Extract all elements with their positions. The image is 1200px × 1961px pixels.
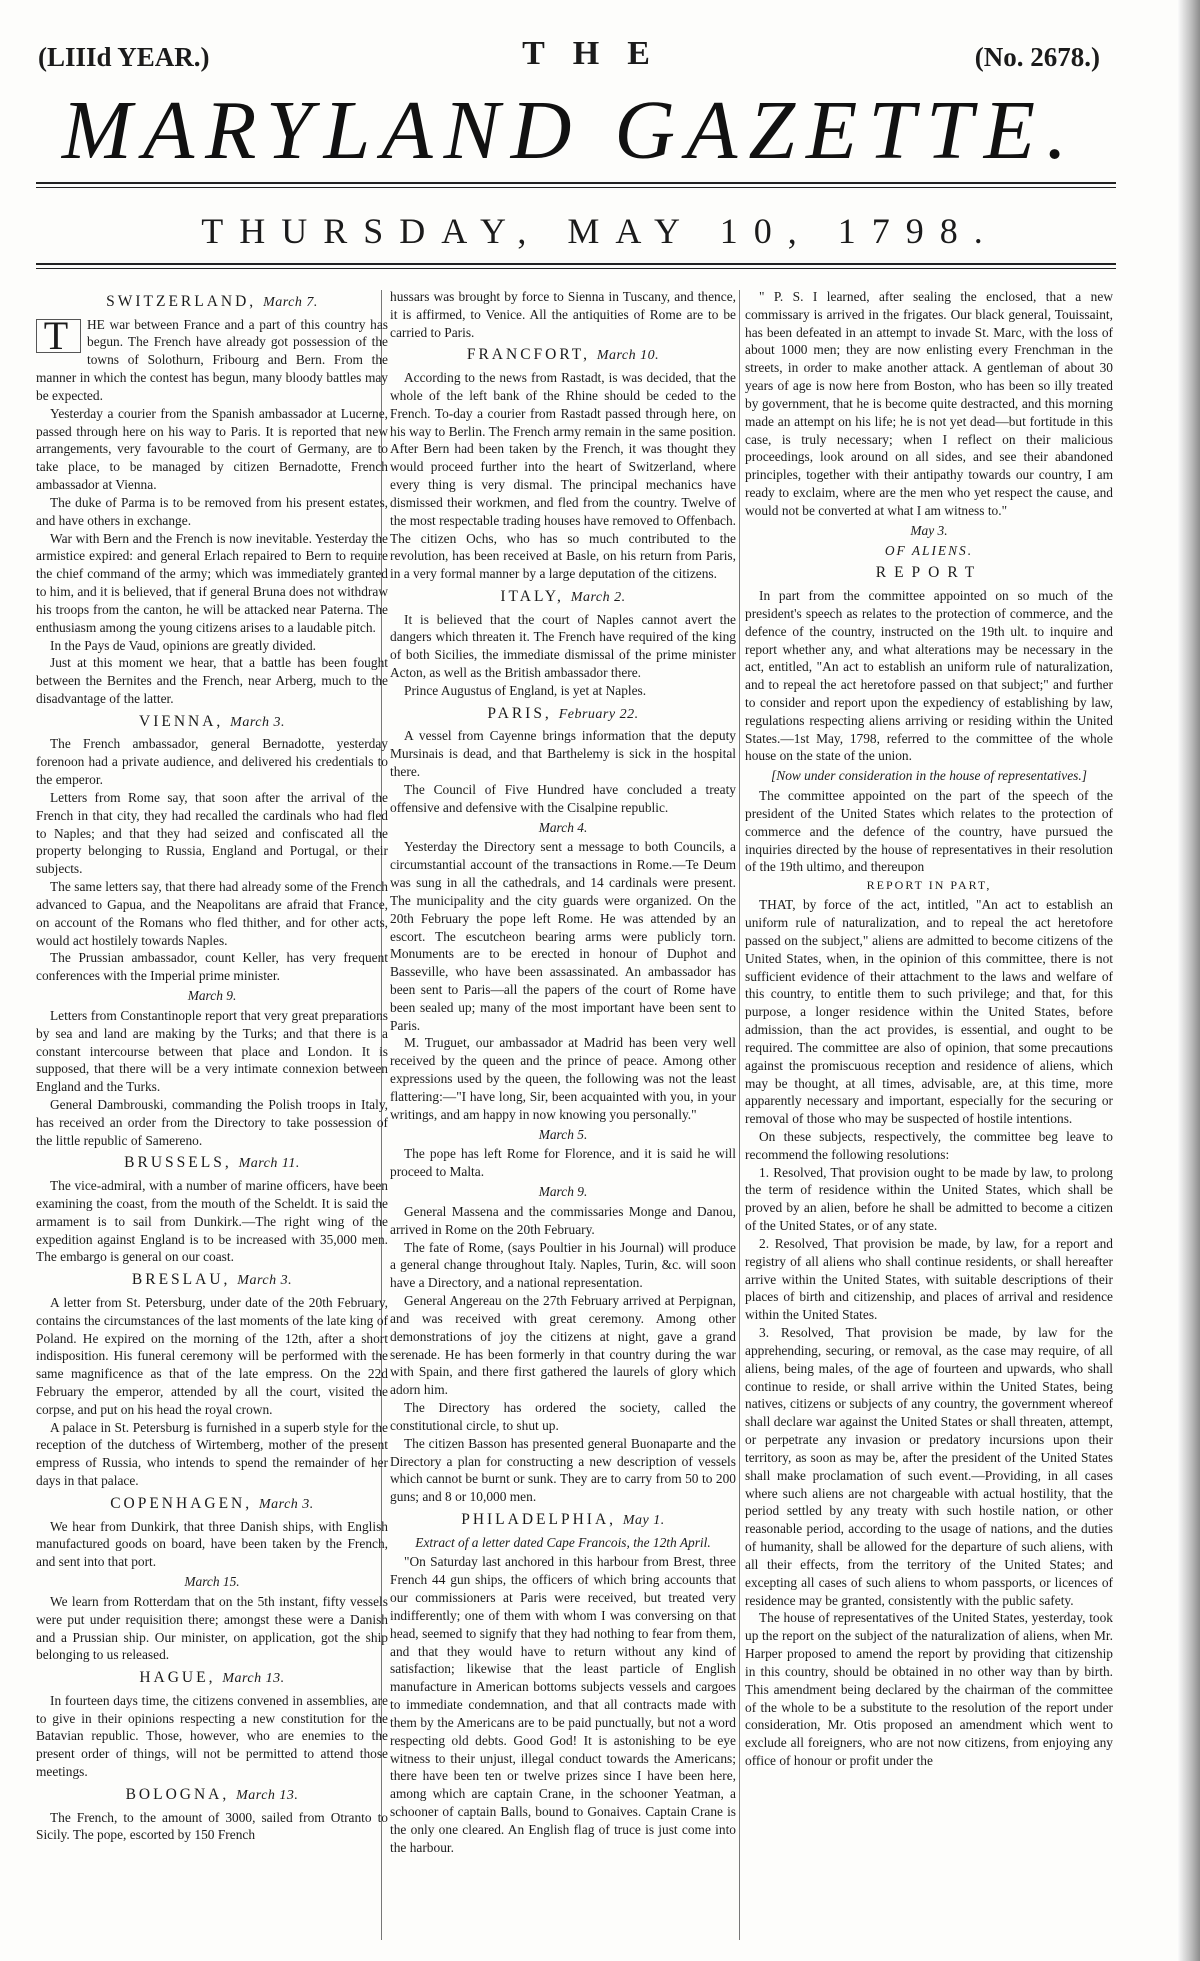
paragraph: The French, to the amount of 3000, sailed from Otranto to Sicily. The pope, escorted by 150 French (36, 1809, 388, 1843)
column-3 (745, 288, 1113, 1938)
paragraph: " P. S. I learned, after sealing the enclosed, that a new commissary is arrived in the frigates. Our black general, Touissaint, has been defeated in an attempt to invade St. Marc, with the loss of about 1000 men; they are now enlisting every Frenchman in the streets, in order to make another attack. A gentleman of about 30 years of age is now here from Boston, who has been so illy treated by government, that he is become quite destracted, and this morning made an attempt on his life; he is not yet dead—but fortitude in this case, is truly necessary; when I reflect on their malicious proceedings, look around on all sides, and see their abandoned principles, together with their antipathy towards our country, I am ready to exclaim, where are the men who yet respect the cause, and would not be converted at what I am witness to." (745, 289, 1113, 518)
subdate: March 15. (184, 1574, 240, 1590)
paragraph: Yesterday the Directory sent a message to both Councils, a circumstantial account of the transactions in Rome.—Te Deum was sung in all the cathedrals, and 14 cardinals were present. The municipality and the city guards were organized. On the 20th February the pope left Rome. He was attended by an escort. The escutcheon bearing arms were publicly torn. Monuments are to be erected in honour of Duphot and Basseville, who have been assassinated. An ambassador has been sent to Paris—all the papers of the court of Rome have been sealed up; many of the most important have been sent to Paris. (390, 839, 736, 1033)
paragraph: The fate of Rome, (says Poultier in his Journal) will produce a general change throughout Italy. Naples, Turin, &c. will soon have a Directory, and a national representation. (390, 1239, 736, 1291)
paragraph: It is believed that the court of Naples cannot avert the dangers which threaten it. The French have required of the king of both Sicilies, the immediate dismissal of the prime minister Acton, as well as the British ambassador there. (390, 611, 736, 681)
paragraph: 2. Resolved, That provision be made, by law, for a report and registry of all aliens who shall continue residents, or shall hereafter arrive within the United States, with suitable descriptions of their places of birth and citizenship, and places of arrival and residence within the United States. (745, 1235, 1113, 1323)
paragraph: A palace in St. Petersburg is furnished in a superb style for the reception of the dutchess of Wirtemberg, mother of the present empress of Russia, who intends to spend the remainder of her days in that palace. (36, 1419, 388, 1489)
paragraph: 1. Resolved, That provision ought to be made by law, to prolong the term of residence within the United States, which shall be proved by an alien, before he shall be admitted to become a citizen of the United States, or of any state. (745, 1164, 1113, 1234)
paragraph: The Council of Five Hundred have concluded a treaty offensive and defensive with the Cisalpine republic. (390, 781, 736, 815)
paragraph: Yesterday a courier from the Spanish ambassador at Lucerne, passed through here on his way to Paris. It is reported that new arrangements, very favourable to the court of Germany, are to take place, to be managed by citizen Bernadotte, French ambassador at Vienna. (36, 405, 388, 493)
section-heading-philadelphia: PHILADELPHIA, May 1. (461, 1511, 665, 1528)
paragraph: Letters from Rome say, that soon after the arrival of the French in that city, they had recalled the cardinals who had fled to Naples; and that they had seized and confiscated all the property belonging to Russia, England and Portugal, or their subjects. (36, 789, 388, 877)
paragraph: The Directory has ordered the society, called the constitutional circle, to shut up. (390, 1400, 736, 1433)
paragraph: Letters from Constantinople report that very great preparations by sea and land are making by the Turks; and that there is a constant intercourse between that place and London. It is supposed, that there will be a very intimate connexion between England and the Turks. (36, 1007, 388, 1095)
subdate: March 4. (538, 819, 588, 835)
paragraph: We learn from Rotterdam that on the 5th instant, fifty vessels were put under requisition there; amongst these were a Danish and a Prussian ship. Our minister, on application, got the ship belonging to us released. (36, 1593, 388, 1663)
section-heading-brussels: BRUSSELS, March 11. (124, 1154, 300, 1172)
masthead-rule-bottom (36, 263, 1116, 265)
paragraph: 3. Resolved, That provision be made, by law for the apprehending, securing, or removal, as the case may require, of all aliens, being males, of the age of fourteen and upwards, who shall continue to reside, or shall arrive within the United States, being natives, citizens or subjects of any country, the government whereof shall declare war against the United States or shall threaten, attempt, or perpetrate any invasion or predatory incursions upon their territory, as soon as may be, after the president of the United States shall make proclamation of such event.—Providing, in all cases where such aliens are not chargeable with actual hostility, that the period settled by any treaty with such hostile nation, or other reasonable period, according to the usage of nations, and the duties of humanity, shall be allowed for the departure of such aliens, with all their effects, from the territory of the United States; and excepting all cases of such aliens to whom passports, or licences of residence may be granted, consistently with the public safety. (745, 1325, 1113, 1608)
paragraph: On these subjects, respectively, the committee beg leave to recommend the following resolutions: (745, 1129, 1113, 1162)
subdate: March 5. (538, 1126, 588, 1142)
extract-subtitle: Extract of a letter dated Cape Francois, the 12th April. (415, 1534, 711, 1550)
page-edge-shadow (1178, 0, 1200, 1961)
section-heading-copenhagen: COPENHAGEN, March 3. (110, 1494, 314, 1512)
section-heading-paris: PARIS, February 22. (487, 704, 639, 722)
column-divider-2 (739, 290, 740, 1940)
section-heading-hague: HAGUE, March 13. (139, 1669, 285, 1687)
report-heading: REPORT (875, 564, 983, 582)
section-heading-francfort: FRANCFORT, March 10. (466, 346, 660, 364)
paragraph: The duke of Parma is to be removed from his present estates, and have others in exchange. (36, 494, 388, 528)
masthead-the: THE (522, 35, 678, 72)
paragraph: We hear from Dunkirk, that three Danish ships, with English manufactured goods on board, have been taken by the French, and sent into that port. (36, 1518, 388, 1570)
volume-year: (LIIId YEAR.) (38, 42, 210, 72)
paragraph: General Massena and the commissaries Monge and Danou, arrived in Rome on the 20th February. (390, 1203, 736, 1237)
paragraph: "On Saturday last anchored in this harbour from Brest, three French 44 gun ships, the officers of which bring accounts that our commissioners at Paris were received, but treated very indifferently; one of them with whom I was conversing on that head, seemed to signify that they had nothing to fear from them, and that they would have to return without any kind of satisfaction; likewise that the least particle of English manufacture in American bottoms subjects vessels and cargoes to immediate condemnation, and that all contracts made with them by the Americans are to be paid punctually, but not a word respecting old debts. Good God! It is astonishing to be eye witness to their unjust, illegal conduct towards the Americans; there have been ten or twelve prizes since I have been here, among which are captain Crane, in the schooner Yeatman, a schooner of captain Balls, bound to Gonaives. Captain Crane is the only one cleared. An English flag of truce is just come into the harbour. (390, 1554, 736, 1855)
paragraph: The Prussian ambassador, count Keller, has very frequent conferences with the Imperial prime minister. (36, 950, 388, 984)
report-in-part-heading: REPORT IN PART, (866, 878, 992, 893)
paragraph: The same letters say, that there had already some of the French advanced to Gapua, and the Neapolitans are afraid that France, on account of the Romans who fled thither, and for other acts, would act hostilely towards Naples. (36, 879, 388, 948)
issue-date: THURSDAY, MAY 10, 1798. (201, 211, 999, 251)
newspaper-title: MARYLAND GAZETTE. (61, 84, 1079, 177)
subdate: May 3. (910, 522, 948, 538)
consideration-note: [Now under consideration in the house of representatives.] (771, 768, 1087, 784)
paragraph: Just at this moment we hear, that a battle has been fought between the Bernites and the French, near Arberg, much to the disadvantage of the latter. (36, 655, 388, 706)
paragraph: According to the news from Rastadt, is was decided, that the whole of the left bank of the Rhine should be ceded to the French. To-day a courier from Rastadt passed through here, on his way to Berlin. The French army remain in the same position. After Bern had been taken by the French, it was thought they would proceed further into the heart of Switzerland, where every thing is very dismal. The principal mechanics have dismissed their workmen, and fled from the country. Twelve of the most respectable trading houses have removed to Offenbach. The citizen Ochs, who has so much contributed to the revolution, has been received at Basle, on his return from Paris, in a very formal manner by a large deputation of the citizens. (390, 370, 736, 582)
paragraph: In fourteen days time, the citizens convened in assemblies, are to give in their opinions respecting a new constitution for the Batavian republic. Those, however, who are enemies to the present order of things, will not be permitted to attend those meetings. (36, 1692, 388, 1780)
column-1 (36, 288, 388, 1938)
section-heading-italy: ITALY, March 2. (500, 588, 626, 606)
subdate: March 9. (538, 1184, 588, 1200)
paragraph: The citizen Basson has presented general Buonaparte and the Directory a plan for constructing a new description of vessels which cannot be burnt or sunk. They are to carry from 50 to 200 guns; and 8 or 10,000 men. (390, 1435, 736, 1505)
issue-number: (No. 2678.) (974, 42, 1100, 72)
paragraph: THAT, by force of the act, intitled, "An act to establish an uniform rule of naturalization, and to repeal the act heretofore passed on the subject," aliens are admitted to become citizens of the United States, when, in the opinion of this committee, there is not sufficient evidence of their attachment to the laws and welfare of this country, to entitle them to such privilege; and that, for this purpose, a longer residence within the United States, before admission, than the act provides, is essential, and ought to be required. The committee are also of opinion, that some precautions against the promiscuous reception and residence of aliens, which may be thought, at all times, advisable, are, at this time, more apparently necessary and important, especially for the securing or removal of those who may be suspected of hostile intentions. (745, 897, 1113, 1127)
paragraph: The vice-admiral, with a number of marine officers, have been examining the coast, from the mouth of the Scheldt. It is said the armament is to sail from Dunkirk.—The right wing of the expedition against England is to be increased with 35,000 men. The embargo is general on our coast. (36, 1178, 388, 1265)
aliens-heading: OF ALIENS. (884, 542, 974, 558)
section-heading-vienna: VIENNA, March 3. (139, 712, 285, 730)
paragraph: Prince Augustus of England, is yet at Naples. (404, 682, 647, 698)
drop-cap: T (36, 319, 81, 353)
section-heading-switzerland: SWITZERLAND, March 7. (106, 293, 318, 310)
paragraph: In the Pays de Vaud, opinions are greatly divided. (50, 637, 317, 653)
masthead-rule-top-thin (36, 187, 1116, 188)
masthead-rule-top (36, 182, 1116, 184)
paragraph: hussars was brought by force to Sienna in Tuscany, and thence, it is affirmed, to Venice. All the antiquities of Rome are to be carried to Paris. (390, 289, 736, 340)
paragraph: The committee appointed on the part of the speech of the president of the United States which relates to the protection of commerce and the defence of the country, have pursued the inquiries directed by the house of representatives in their resolution of the 19th ultimo, and thereupon (745, 788, 1113, 875)
paragraph: M. Truguet, our ambassador at Madrid has been very well received by the queen and the prince of peace. Among other expressions used by the queen, the following was not the least flattering:—"I have long, Sir, been acquainted with you, in your writings, and am happy in now knowing you personally." (390, 1035, 736, 1122)
paragraph: General Angereau on the 27th February arrived at Perpignan, and was received with great ceremony. Among other demonstrations of joy the citizens at night, gave a grand serenade. He has been formerly in that country during the war with Spain, and there first gathered the laurels of glory which adorn him. (390, 1293, 736, 1398)
masthead-rule-bottom-thin (36, 268, 1116, 269)
section-heading-breslau: BRESLAU, March 3. (131, 1271, 293, 1289)
section-heading-bologna: BOLOGNA, March 13. (125, 1785, 299, 1803)
paragraph: General Dambrouski, commanding the Polish troops in Italy, has received an order from the Directory to take possession of the little republic of Samereno. (36, 1097, 388, 1148)
paragraph: HE war between France and a part of this country has begun. The French have already got possession of the towns of Solothurn, Fribourg and Bern. From the manner in which the contest has begun, many bloody battles may be expected. (36, 316, 388, 403)
paragraph: The French ambassador, general Bernadotte, yesterday forenoon had a private audience, and delivered his credentials to the emperor. (36, 736, 388, 788)
paragraph: The house of representatives of the United States, yesterday, took up the report on the subject of the naturalization of aliens, when Mr. Harper proposed to amend the report by providing that citizenship in this country, should be obtained in no other way than by birth. This amendment being declared by the chairman of the committee of the whole to be a substitute to the resolution of the report under consideration, Mr. Otis proposed an amendment which went to exclude all foreigners, who are not now citizens, from enjoying any office of honour or profit under the (745, 1610, 1113, 1768)
paragraph: A letter from St. Petersburg, under date of the 20th February, contains the circumstances of the last moments of the late king of Poland. He expired on the morning of the 12th, after a short indisposition. His funeral ceremony will be performed with the same magnificence as that of the late empress. On the 22d February the emperor, attended by all the court, visited the corpse, and put on his head the royal crown. (36, 1294, 388, 1417)
paragraph: The pope has left Rome for Florence, and it is said he will proceed to Malta. (390, 1146, 736, 1180)
subdate: March 9. (187, 988, 237, 1004)
paragraph: War with Bern and the French is now inevitable. Yesterday the armistice expired: and general Erlach repaired to Bern to require the chief command of the army; which was immediately granted to him, and it is believed, that if general Bruna does not withdraw his troops from the canton, he will be attacked near Paterna. The enthusiasm among the young citizens arises to a laudable pitch. (36, 530, 388, 635)
paragraph: A vessel from Cayenne brings information that the deputy Mursinais is dead, and that Barthelemy is sick in the hospital there. (390, 728, 736, 780)
column-2 (390, 288, 736, 1938)
paragraph: In part from the committee appointed on so much of the president's speech as relates to the protection of commerce, and the defence of the country, instructed on the 19th ult. to inquire and report whether any, and what alterations may be necessary in the act, entitled, "An act to establish an uniform rule of naturalization, and to repeal the act heretofore passed on that subject;" and further to consider and report upon the expediency of establishing by law, regulations respecting aliens arriving or residing within the United States.—1st May, 1798, referred to the committee of the whole house on the state of the union. (745, 588, 1113, 764)
